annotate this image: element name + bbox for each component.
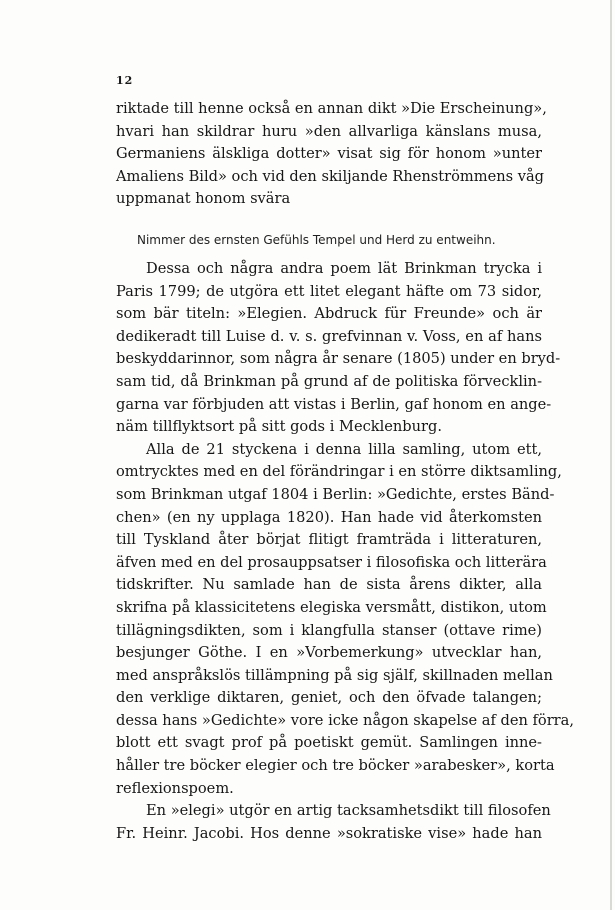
text-line: Alla de 21 styckena i denna lilla samling, utom ett, xyxy=(146,440,542,458)
text-line: En »elegi» utgör en artig tacksamhetsdikt till filosofen xyxy=(146,802,551,820)
text-line: reflexionspoem. xyxy=(116,779,234,797)
text-line: hvari han skildrar huru »den allvarliga känslans musa, xyxy=(116,122,542,140)
text-line: besjunger Göthe. I en »Vorbemerkung» utvecklar han, xyxy=(116,644,542,662)
text-line: dessa hans »Gedichte» vore icke någon skapelse af den förra, xyxy=(116,711,574,729)
paragraph-1 xyxy=(116,98,547,211)
text-line: håller tre böcker elegier och tre böcker »arabesker», korta xyxy=(116,757,555,775)
text-line: Paris 1799; de utgöra ett litet elegant häfte om 73 sidor, xyxy=(116,282,542,300)
text-line: blott ett svagt prof på poetiskt gemüt. Samlingen inne- xyxy=(116,734,542,752)
text-line: som Brinkman utgaf 1804 i Berlin: »Gedichte, erstes Bänd- xyxy=(116,485,555,503)
text-line: skrifna på klassicitetens elegiska versmått, distikon, utom xyxy=(116,598,547,616)
text-line: Amaliens Bild» och vid den skiljande Rhenströmmens våg xyxy=(116,167,545,185)
text-line: tidskrifter. Nu samlade han de sista årens dikter, alla xyxy=(116,576,542,594)
text-line: med anspråkslös tillämpning på sig själf, skillnaden mellan xyxy=(116,666,553,684)
body-text xyxy=(116,258,574,845)
page-edge-shadow xyxy=(610,0,612,910)
text-line: garna var förbjuden att vistas i Berlin, gaf honom en ange- xyxy=(116,395,552,413)
text-line: chen» (en ny upplaga 1820). Han hade vid återkomsten xyxy=(116,508,542,526)
page-number: 12 xyxy=(116,74,134,87)
text-line: riktade till henne också en annan dikt »Die Erscheinung», xyxy=(116,100,547,117)
text-line: uppmanat honom svära xyxy=(116,190,291,208)
verse-quote: Nimmer des ernsten Gefühls Tempel und Herd zu entweihn. xyxy=(137,233,496,247)
text-line: Fr. Heinr. Jacobi. Hos denne »sokratiske vise» hade han xyxy=(116,824,542,842)
text-line: Germaniens älskliga dotter» visat sig för honom »unter xyxy=(116,145,542,163)
text-line: dedikeradt till Luise d. v. s. grefvinnan v. Voss, en af hans xyxy=(116,327,542,345)
text-line: näm tillflyktsort på sitt gods i Mecklenburg. xyxy=(116,418,442,436)
text-line: tillägningsdikten, som i klangfulla stanser (ottave rime) xyxy=(116,621,542,639)
text-line: beskyddarinnor, som några år senare (1805) under en bryd- xyxy=(116,350,561,368)
text-line: sam tid, då Brinkman på grund af de politiska förvecklin- xyxy=(116,372,542,390)
text-line: som bär titeln: »Elegien. Abdruck für Freunde» och är xyxy=(116,305,542,323)
text-line: äfven med en del prosauppsatser i filosofiska och litterära xyxy=(116,553,547,571)
text-line: Dessa och några andra poem lät Brinkman trycka i xyxy=(146,260,542,277)
text-line: omtrycktes med en del förändringar i en större diktsamling, xyxy=(116,463,562,481)
text-line: till Tyskland åter börjat flitigt framträda i litteraturen, xyxy=(116,531,542,549)
text-line: den verklige diktaren, geniet, och den öfvade talangen; xyxy=(116,689,542,707)
